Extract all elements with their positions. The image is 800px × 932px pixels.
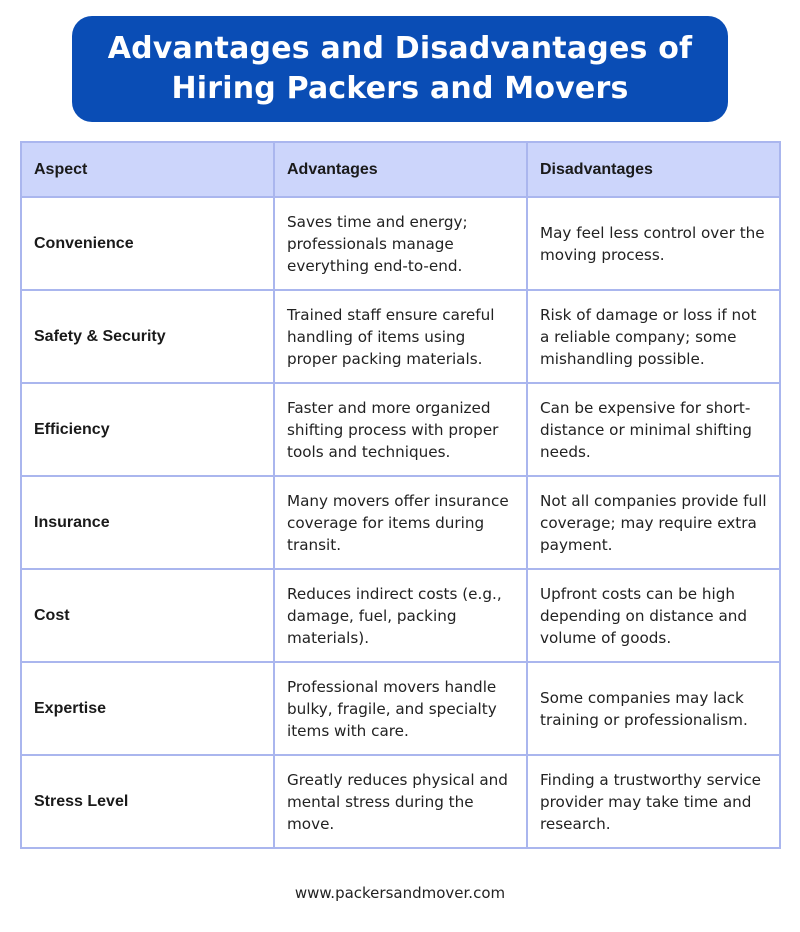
disadvantages-cell: Risk of damage or loss if not a reliable company; some mishandling possible. xyxy=(527,290,780,383)
table-row xyxy=(21,755,780,848)
aspect-cell: Insurance xyxy=(21,476,274,569)
aspect-cell: Cost xyxy=(21,569,274,662)
table-row xyxy=(21,290,780,383)
aspect-cell: Efficiency xyxy=(21,383,274,476)
advantages-cell: Faster and more organized shifting process with proper tools and techniques. xyxy=(274,383,527,476)
title-banner xyxy=(72,16,728,122)
advantages-cell: Saves time and energy; professionals manage everything end-to-end. xyxy=(274,197,527,290)
table-row xyxy=(21,662,780,755)
header-disadvantages: Disadvantages xyxy=(527,142,780,197)
table-header-row xyxy=(21,142,780,197)
disadvantages-cell: Finding a trustworthy service provider may take time and research. xyxy=(527,755,780,848)
advantages-cell: Professional movers handle bulky, fragile, and specialty items with care. xyxy=(274,662,527,755)
header-advantages: Advantages xyxy=(274,142,527,197)
disadvantages-cell: Can be expensive for short-distance or minimal shifting needs. xyxy=(527,383,780,476)
title-line-2: Hiring Packers and Movers xyxy=(171,71,629,106)
table-row xyxy=(21,569,780,662)
title-line-1: Advantages and Disadvantages of xyxy=(107,31,693,66)
advantages-cell: Trained staff ensure careful handling of items using proper packing materials. xyxy=(274,290,527,383)
advantages-cell: Reduces indirect costs (e.g., damage, fuel, packing materials). xyxy=(274,569,527,662)
footer-url: www.packersandmover.com xyxy=(294,884,506,902)
table-row xyxy=(21,197,780,290)
aspect-cell: Expertise xyxy=(21,662,274,755)
advantages-cell: Greatly reduces physical and mental stress during the move. xyxy=(274,755,527,848)
aspect-cell: Stress Level xyxy=(21,755,274,848)
table-row xyxy=(21,476,780,569)
aspect-cell: Safety & Security xyxy=(21,290,274,383)
advantages-cell: Many movers offer insurance coverage for items during transit. xyxy=(274,476,527,569)
aspect-cell: Convenience xyxy=(21,197,274,290)
disadvantages-cell: Upfront costs can be high depending on distance and volume of goods. xyxy=(527,569,780,662)
header-aspect: Aspect xyxy=(21,142,274,197)
comparison-table xyxy=(20,141,781,849)
page-title xyxy=(108,29,693,109)
disadvantages-cell: Some companies may lack training or professionalism. xyxy=(527,662,780,755)
disadvantages-cell: May feel less control over the moving process. xyxy=(527,197,780,290)
table-row xyxy=(21,383,780,476)
disadvantages-cell: Not all companies provide full coverage; may require extra payment. xyxy=(527,476,780,569)
